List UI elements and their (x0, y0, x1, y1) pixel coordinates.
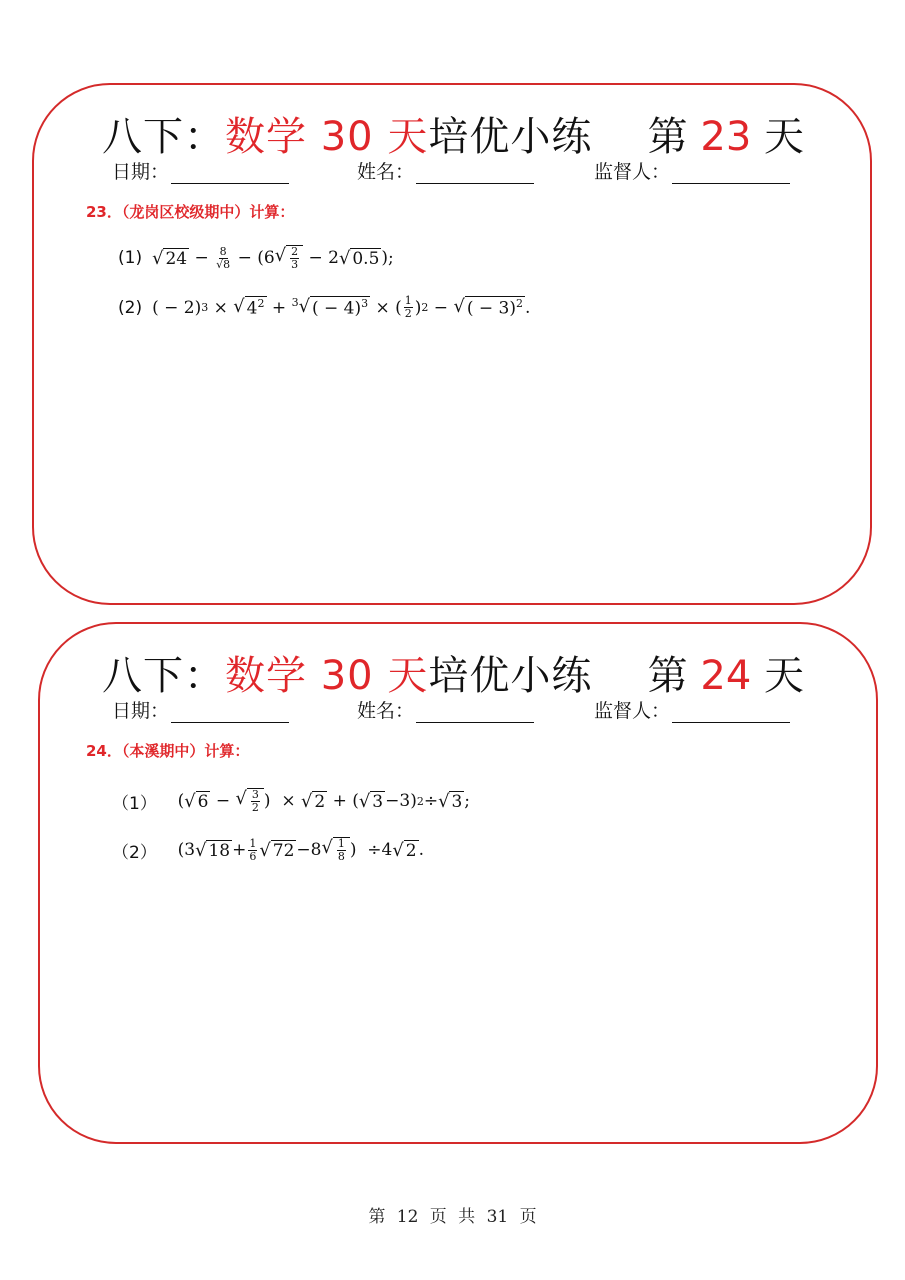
supervisor-field (594, 157, 790, 184)
root-index: 3 (291, 296, 299, 310)
radicand: ( − 4) (311, 298, 362, 319)
numerator: 3 (251, 788, 259, 801)
radicand: 18 (208, 840, 231, 861)
radicand: 3 (451, 791, 463, 812)
term: ( − 2) (152, 297, 202, 318)
coefficient: 3 (184, 840, 196, 861)
cube-root: 3 √ ( − 4)$^3$ (291, 296, 369, 319)
radicand: ( − 3) (466, 298, 516, 319)
term: 3 (399, 791, 411, 812)
name-label: 姓名： (357, 161, 415, 183)
practice-card-day-23 (32, 83, 872, 605)
coefficient: 8 (310, 840, 322, 861)
radicand: 72 (272, 840, 295, 861)
name-label: 姓名： (357, 700, 415, 722)
supervisor-field (594, 696, 790, 723)
fraction (248, 838, 257, 863)
title-prefix: 八下： (102, 653, 225, 699)
day-label (648, 105, 804, 162)
card-title (102, 105, 592, 162)
sqrt: √ $\frac{1}{8}$ (321, 837, 349, 863)
radicand: 3 (372, 791, 384, 812)
title-suffix: 培优小练 (428, 653, 593, 699)
sqrt: √ 24 (152, 247, 188, 269)
sqrt: √ 3 (438, 790, 463, 812)
problem-1: （1） ( √ 6 − √ $\frac{3}{2}$ ) × √ 2 + ( √ 3 − 3 ) 2 ÷ √ 3 ; (112, 788, 471, 815)
supervisor-label: 监督人： (594, 700, 671, 722)
date-label: 日期： (112, 161, 170, 183)
title-suffix: 培优小练 (428, 114, 593, 160)
sqrt: √ 18 (195, 839, 231, 861)
problem-1: (1) √ 24 − $\frac{8}{√8}$ − ( 6 √ $\frac{2}{3}$ − 2 √ 0.5 ); (118, 244, 394, 272)
sqrt: √ 2 (301, 790, 326, 812)
denominator: 6 (249, 849, 257, 863)
radicand: 2 (405, 840, 417, 861)
exponent: 2 (515, 297, 523, 311)
question-title: 23．（龙岗区校级期中）计算： (86, 203, 295, 221)
supervisor-blank[interactable] (672, 706, 790, 723)
radicand: 2 (314, 791, 326, 812)
problem-number: （2） (112, 842, 157, 863)
day-prefix: 第 (647, 653, 688, 699)
numerator: 8 (219, 244, 227, 258)
title-prefix: 八下： (102, 114, 225, 160)
numerator: 2 (291, 245, 299, 258)
numerator: 1 (337, 837, 345, 850)
radicand: 6 (197, 791, 209, 812)
date-blank[interactable] (171, 167, 289, 184)
coefficient: 4 (381, 840, 393, 861)
supervisor-blank[interactable] (672, 167, 790, 184)
name-blank[interactable] (416, 706, 534, 723)
sqrt: √ ( − 3)$^2$ (453, 296, 523, 319)
denominator: 2 (404, 307, 412, 321)
fraction (404, 295, 413, 320)
sqrt: √ $4^2$ (233, 296, 265, 319)
sqrt: √ 0.5 (338, 247, 380, 269)
practice-card-day-24 (38, 622, 878, 1144)
day-prefix: 第 (647, 114, 688, 160)
coefficient: 2 (328, 248, 339, 269)
denominator: 3 (291, 258, 299, 272)
exponent: 2 (421, 301, 429, 315)
problem-number: (2) (118, 297, 143, 318)
exponent: 3 (361, 297, 369, 311)
fraction (216, 246, 230, 271)
sqrt: √ $\frac{3}{2}$ (236, 788, 264, 814)
day-number: 23 (700, 114, 752, 160)
radicand: 24 (165, 248, 188, 269)
coefficient: 6 (263, 248, 275, 269)
sqrt: √ 2 (392, 839, 417, 861)
date-field (112, 696, 289, 723)
card-title (102, 644, 592, 701)
problem-2: (2) ( − 2) 3 × √ $4^2$ + 3 √ ( − 4)$^3$ × ( $\frac{1}{2}$ ) 2 − √ ( − 3)$^2$ . (118, 294, 531, 321)
problem-number: (1) (118, 248, 143, 269)
date-label: 日期： (112, 700, 170, 722)
name-field (357, 157, 534, 184)
day-number: 24 (700, 653, 752, 699)
exponent: 2 (416, 794, 424, 808)
day-suffix: 天 (764, 114, 804, 160)
denominator: √8 (216, 257, 231, 271)
radicand: 0.5 (352, 248, 380, 269)
sqrt: √ 72 (259, 839, 295, 861)
name-blank[interactable] (416, 167, 534, 184)
sqrt: √ 6 (184, 790, 209, 812)
date-blank[interactable] (171, 706, 289, 723)
supervisor-label: 监督人： (594, 161, 671, 183)
title-red: 数学 30 天 (225, 653, 429, 699)
day-label (648, 644, 804, 701)
denominator: 8 (337, 850, 345, 864)
problem-2: （2） ( 3 √ 18 + $\frac{1}{6}$ √ 72 − 8 √ $\frac{1}{8}$ ) ÷ 4 √ 2 . (112, 836, 424, 864)
numerator: 1 (404, 294, 412, 307)
sqrt: √ 3 (358, 790, 384, 812)
title-red: 数学 30 天 (225, 114, 429, 160)
denominator: 2 (251, 801, 259, 815)
exponent: 3 (201, 301, 209, 315)
name-field (357, 696, 534, 723)
radicand: 4 (246, 298, 258, 319)
numerator: 1 (249, 836, 257, 850)
exponent: 2 (257, 297, 265, 311)
day-suffix: 天 (764, 653, 804, 699)
date-field (112, 157, 289, 184)
problem-number: （1） (112, 793, 157, 814)
page-footer: 第 12 页 共 31 页 (368, 1207, 537, 1227)
sqrt: √ $\frac{2}{3}$ (275, 245, 303, 271)
question-title: 24．（本溪期中）计算： (86, 742, 250, 760)
